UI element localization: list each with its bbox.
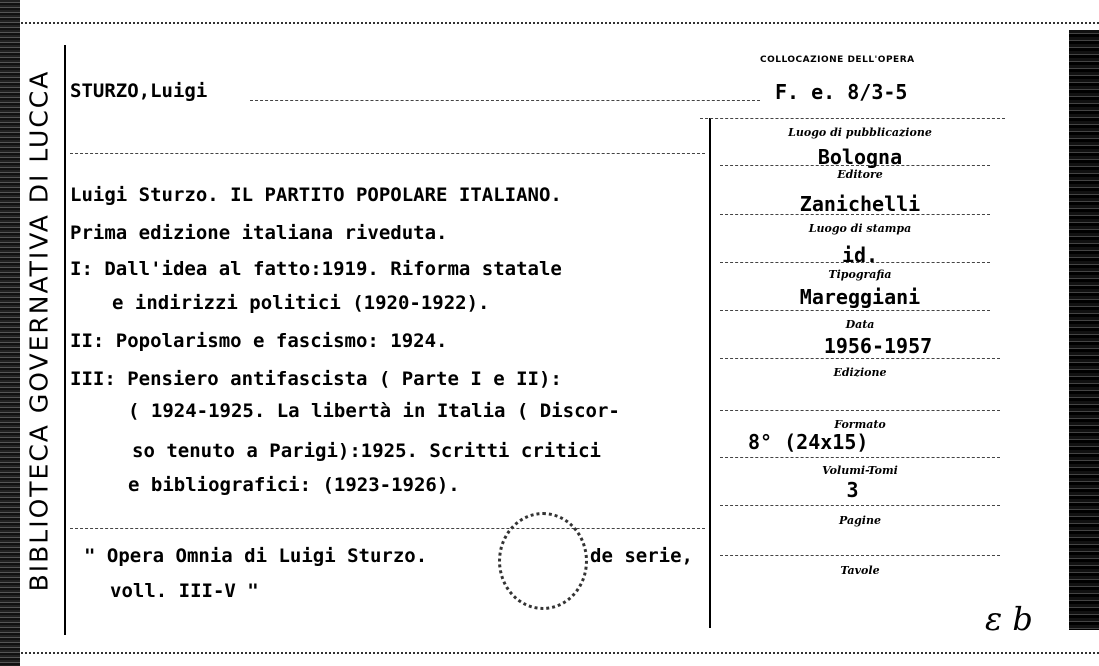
rule xyxy=(700,118,1005,119)
edition-label: Edizione xyxy=(833,366,887,379)
pages-label: Pagine xyxy=(839,514,881,527)
print-place-value: id. xyxy=(841,243,879,267)
rule xyxy=(720,214,990,215)
rule xyxy=(250,100,760,101)
date-label: Data xyxy=(845,318,875,331)
left-margin-rule xyxy=(64,45,66,635)
rule xyxy=(720,262,990,263)
library-stamp-text: BIBLIOTECA GOVERNATIVA DI LUCCA xyxy=(24,69,54,591)
format-value: 8° (24x15) xyxy=(748,430,869,454)
rule xyxy=(70,528,705,529)
card-left-edge xyxy=(0,0,20,666)
round-stamp xyxy=(498,512,588,610)
rule xyxy=(720,555,1000,556)
rule xyxy=(720,358,1000,359)
series-note: de serie, xyxy=(590,545,693,567)
place-value: Bologna xyxy=(817,145,903,169)
handwritten-note: ε b xyxy=(985,600,1033,638)
publisher-value: Zanichelli xyxy=(799,192,921,216)
card-right-edge xyxy=(1069,30,1099,630)
panel-divider xyxy=(709,118,711,628)
card-top-edge xyxy=(0,0,1099,24)
author-heading: STURZO,Luigi xyxy=(70,80,208,102)
contents-line: e indirizzi politici (1920-1922). xyxy=(112,292,490,314)
shelfmark: F. e. 8/3-5 xyxy=(775,80,908,104)
series-note: " Opera Omnia di Luigi Sturzo. xyxy=(84,545,428,567)
printer-label: Tipografia xyxy=(828,268,892,281)
library-stamp xyxy=(22,30,56,630)
date-value: 1956-1957 xyxy=(823,334,933,358)
print-place-label: Luogo di stampa xyxy=(808,222,912,235)
plates-label: Tavole xyxy=(840,564,880,577)
rule xyxy=(720,505,1000,506)
rule xyxy=(70,153,705,154)
volumes-label: Volumi-Tomi xyxy=(822,464,898,477)
rule xyxy=(720,457,1000,458)
edition-line: Prima edizione italiana riveduta. xyxy=(70,222,448,244)
place-label: Luogo di pubblicazione xyxy=(788,126,932,139)
rule xyxy=(720,310,990,311)
series-note: voll. III-V " xyxy=(110,580,259,602)
rule xyxy=(720,410,1000,411)
card-bottom-edge xyxy=(0,652,1099,666)
collocation-heading: COLLOCAZIONE DELL'OPERA xyxy=(760,55,915,65)
contents-line: II: Popolarismo e fascismo: 1924. xyxy=(70,330,448,352)
rule xyxy=(720,165,990,166)
title-line: Luigi Sturzo. IL PARTITO POPOLARE ITALIANO. xyxy=(70,184,562,206)
volumes-value: 3 xyxy=(846,478,859,502)
contents-line: III: Pensiero antifascista ( Parte I e II): xyxy=(70,368,562,390)
publisher-label: Editore xyxy=(837,168,883,181)
format-label: Formato xyxy=(834,418,886,431)
contents-line: ( 1924-1925. La libertà in Italia ( Discor- xyxy=(128,400,620,422)
contents-line: so tenuto a Parigi):1925. Scritti critici xyxy=(132,440,601,462)
contents-line: I: Dall'idea al fatto:1919. Riforma statale xyxy=(70,258,562,280)
printer-value: Mareggiani xyxy=(799,285,921,309)
contents-line: e bibliografici: (1923-1926). xyxy=(128,474,460,496)
